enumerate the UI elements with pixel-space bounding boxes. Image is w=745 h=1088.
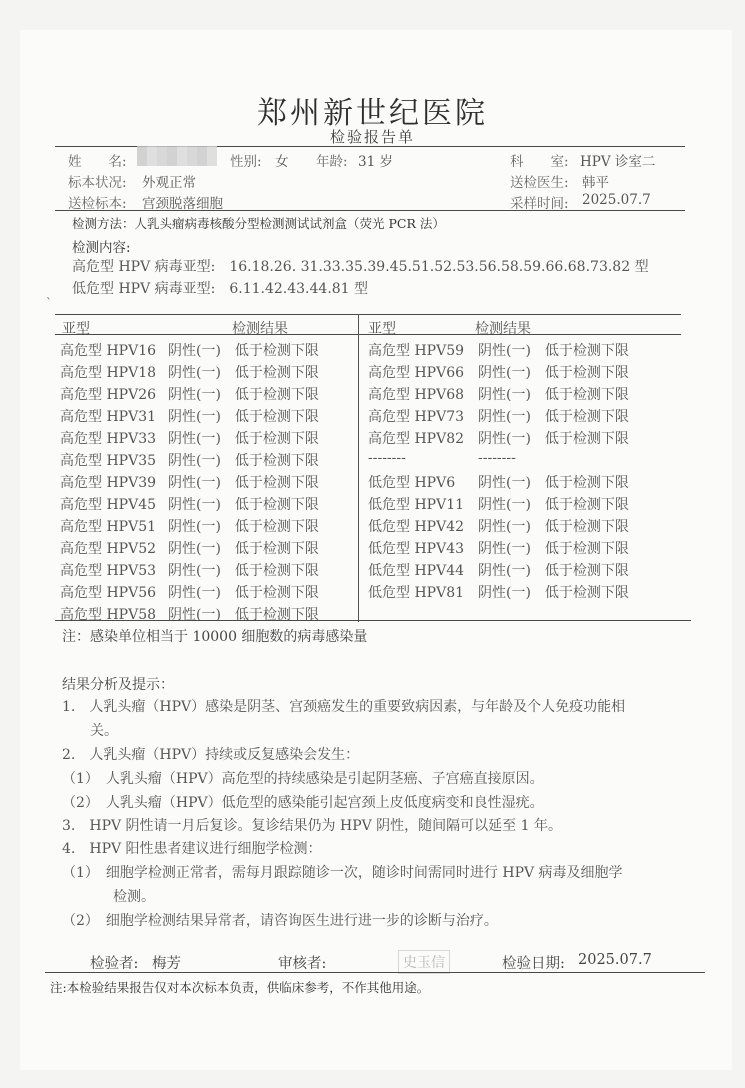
table-row-right-subtype: -------- — [368, 450, 406, 466]
col-result-right: 检测结果 — [475, 321, 531, 337]
table-row-right-result: 阴性(一) 低于检测下限 — [478, 475, 629, 491]
table-row-left-subtype: 高危型 HPV33 — [60, 431, 157, 447]
table-row-right-result: 阴性(一) 低于检测下限 — [478, 497, 629, 513]
high-risk-subtypes: 高危型 HPV 病毒亚型: 16.18.26. 31.33.35.39.45.51.52.53.56.58.59.66.68.73.82 型 — [72, 259, 649, 275]
col-subtype-right: 亚型 — [368, 321, 396, 337]
table-row-right-result: 阴性(一) 低于检测下限 — [478, 387, 629, 403]
table-row-right-result: 阴性(一) 低于检测下限 — [478, 365, 629, 381]
date-value: 2025.07.7 — [578, 952, 652, 968]
table-row-left-result: 阴性(一) 低于检测下限 — [168, 453, 319, 469]
analysis-item-4-1: （1） 细胞学检测正常者，需每月跟踪随诊一次，随诊时间需同时进行 HPV 病毒及细胞学 — [62, 865, 623, 881]
dept-value: HPV 诊室二 — [580, 154, 656, 170]
table-row-right-result: -------- — [478, 450, 516, 466]
sample-time-value: 2025.07.7 — [582, 192, 651, 208]
table-row-right-subtype: 高危型 HPV68 — [368, 387, 465, 403]
analysis-item-4-1-cont: 检测。 — [113, 889, 155, 905]
table-row-left-result: 阴性(一) 低于检测下限 — [168, 607, 319, 623]
table-row-right-subtype: 低危型 HPV6 — [368, 475, 456, 491]
table-row-right-subtype: 低危型 HPV81 — [368, 585, 465, 601]
gender-value: 女 — [275, 154, 289, 170]
table-row-right-subtype: 低危型 HPV43 — [368, 541, 465, 557]
hospital-name: 郑州新世纪医院 — [257, 96, 488, 131]
doctor-label: 送检医生: — [510, 175, 569, 191]
table-row-left-subtype: 高危型 HPV35 — [60, 453, 157, 469]
table-row-left-subtype: 高危型 HPV53 — [60, 563, 157, 579]
table-row-right-result: 阴性(一) 低于检测下限 — [478, 409, 629, 425]
col-subtype-left: 亚型 — [62, 321, 90, 337]
analysis-item-1: 1. 人乳头瘤（HPV）感染是阴茎、宫颈癌发生的重要致病因素，与年龄及个人免疫功能相 — [62, 699, 626, 715]
table-row-right-subtype: 高危型 HPV73 — [368, 409, 465, 425]
low-risk-subtypes: 低危型 HPV 病毒亚型: 6.11.42.43.44.81 型 — [72, 281, 369, 297]
scan-mark: ˋ — [46, 296, 52, 310]
info-divider — [55, 210, 685, 211]
name-label: 姓 名: — [68, 154, 127, 170]
reviewer-label: 审核者: — [278, 956, 327, 972]
table-row-left-result: 阴性(一) 低于检测下限 — [168, 387, 319, 403]
table-row-left-result: 阴性(一) 低于检测下限 — [168, 497, 319, 513]
table-row-right-subtype: 低危型 HPV42 — [368, 519, 465, 535]
table-row-left-subtype: 高危型 HPV26 — [60, 387, 157, 403]
specimen-status-value: 外观正常 — [142, 175, 196, 191]
name-redacted — [137, 146, 217, 166]
table-row-right-result: 阴性(一) 低于检测下限 — [478, 343, 629, 359]
table-row-right-subtype: 高危型 HPV59 — [368, 343, 465, 359]
test-content-title: 检测内容: — [72, 240, 131, 256]
specimen-label: 送检标本: — [68, 196, 127, 212]
analysis-title: 结果分析及提示： — [62, 677, 174, 693]
table-row-left-subtype: 高危型 HPV39 — [60, 475, 157, 491]
table-row-right-result: 阴性(一) 低于检测下限 — [478, 541, 629, 557]
table-row-right-subtype: 低危型 HPV11 — [368, 497, 465, 513]
specimen-status-label: 标本状况: — [68, 175, 127, 191]
table-row-right-result: 阴性(一) 低于检测下限 — [478, 585, 629, 601]
table-row-left-result: 阴性(一) 低于检测下限 — [168, 541, 319, 557]
table-header-line — [55, 334, 681, 335]
table-row-right-subtype: 低危型 HPV44 — [368, 563, 465, 579]
inspector-value: 梅芳 — [152, 956, 181, 972]
analysis-item-4-2: （2） 细胞学检测结果异常者，请咨询医生进行进一步的诊断与治疗。 — [62, 913, 498, 929]
doctor-value: 韩平 — [582, 175, 609, 191]
specimen-value: 宫颈脱落细胞 — [142, 196, 223, 212]
table-row-left-subtype: 高危型 HPV18 — [60, 365, 157, 381]
table-row-left-subtype: 高危型 HPV51 — [60, 519, 157, 535]
analysis-item-2-1: （1） 人乳头瘤（HPV）高危型的持续感染是引起阴茎癌、子宫癌直接原因。 — [62, 771, 544, 787]
table-row-left-subtype: 高危型 HPV58 — [60, 607, 157, 623]
sample-time-label: 采样时间: — [510, 196, 569, 212]
table-row-right-result: 阴性(一) 低于检测下限 — [478, 563, 629, 579]
footer-divider — [45, 972, 705, 973]
table-top-line — [55, 314, 681, 315]
report-title: 检验报告单 — [329, 128, 415, 146]
table-row-left-subtype: 高危型 HPV16 — [60, 343, 157, 359]
table-row-left-result: 阴性(一) 低于检测下限 — [168, 563, 319, 579]
table-row-left-result: 阴性(一) 低于检测下限 — [168, 431, 319, 447]
reviewer-signature-stamp: 史玉信 — [398, 950, 450, 974]
analysis-item-4: 4. HPV 阳性患者建议进行细胞学检测： — [62, 841, 322, 857]
gender-label: 性别: — [230, 154, 262, 170]
test-method: 检测方法：人乳头瘤病毒核酸分型检测测试试剂盒（荧光 PCR 法） — [72, 216, 445, 231]
table-bottom-line — [55, 620, 691, 621]
analysis-item-3: 3. HPV 阴性请一月后复诊。复诊结果仍为 HPV 阴性，随间隔可以延至 1 年。 — [62, 818, 562, 834]
table-row-left-result: 阴性(一) 低于检测下限 — [168, 343, 319, 359]
footer-disclaimer: 注:本检验结果报告仅对本次标本负责，供临床参考，不作其他用途。 — [50, 980, 430, 995]
age-label: 年龄: — [316, 154, 348, 170]
table-row-left-subtype: 高危型 HPV45 — [60, 497, 157, 513]
table-row-left-result: 阴性(一) 低于检测下限 — [168, 585, 319, 601]
infection-unit-note: 注：感染单位相当于 10000 细胞数的病毒感染量 — [62, 629, 368, 645]
table-row-left-result: 阴性(一) 低于检测下限 — [168, 519, 319, 535]
table-row-left-subtype: 高危型 HPV52 — [60, 541, 157, 557]
table-column-divider — [358, 314, 359, 622]
table-row-right-result: 阴性(一) 低于检测下限 — [478, 519, 629, 535]
dept-label: 科 室: — [510, 154, 569, 170]
analysis-item-2-2: （2） 人乳头瘤（HPV）低危型的感染能引起宫颈上皮低度病变和良性湿疣。 — [62, 795, 544, 811]
table-row-left-result: 阴性(一) 低于检测下限 — [168, 409, 319, 425]
analysis-item-1-cont: 关。 — [90, 723, 118, 739]
col-result-left: 检测结果 — [232, 321, 288, 337]
analysis-item-2: 2. 人乳头瘤（HPV）持续或反复感染会发生： — [62, 747, 360, 763]
table-row-left-result: 阴性(一) 低于检测下限 — [168, 365, 319, 381]
table-row-right-subtype: 高危型 HPV82 — [368, 431, 465, 447]
table-row-left-subtype: 高危型 HPV56 — [60, 585, 157, 601]
inspector-label: 检验者: — [90, 956, 139, 972]
table-row-left-subtype: 高危型 HPV31 — [60, 409, 157, 425]
age-value: 31 岁 — [358, 154, 393, 170]
table-row-right-subtype: 高危型 HPV66 — [368, 365, 465, 381]
date-label: 检验日期: — [502, 956, 565, 972]
table-row-left-result: 阴性(一) 低于检测下限 — [168, 475, 319, 491]
table-row-right-result: 阴性(一) 低于检测下限 — [478, 431, 629, 447]
